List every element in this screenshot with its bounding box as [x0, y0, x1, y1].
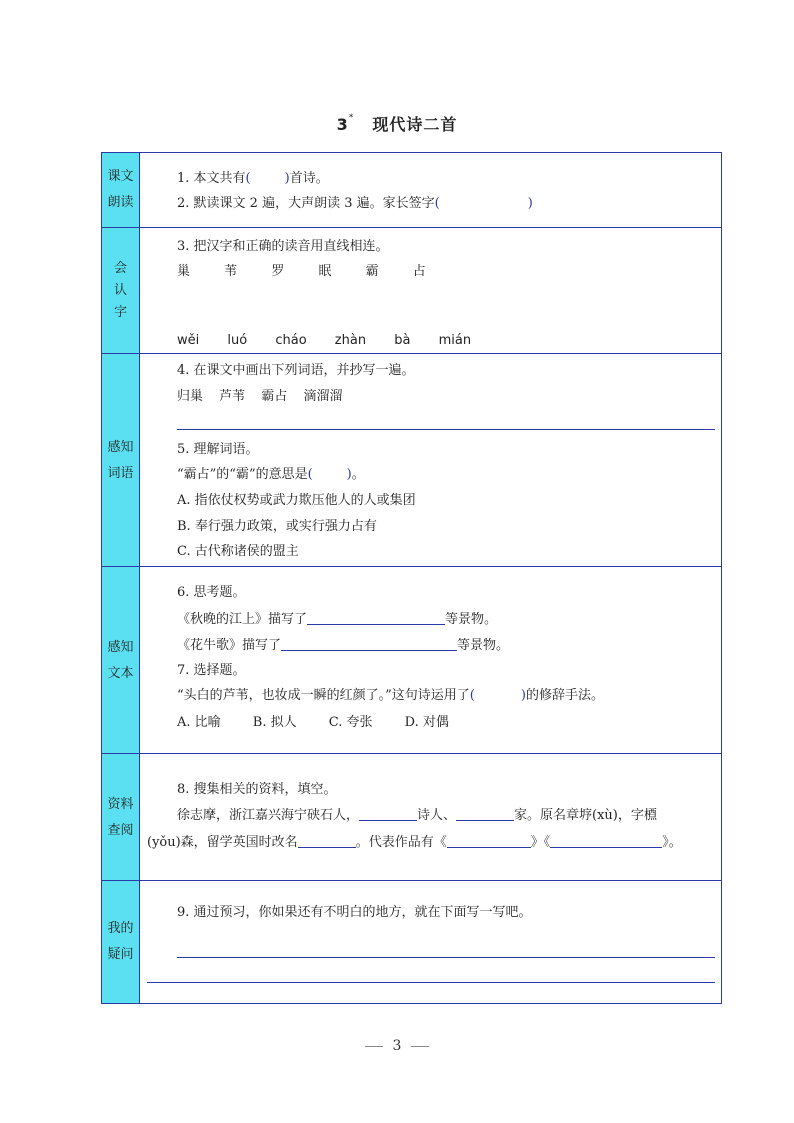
word-item: 归巢 — [177, 389, 204, 404]
section-label-recognize: 会 认 字 — [102, 228, 140, 354]
question-5-prompt: “霸占”的“霸”的意思是( )。 — [177, 467, 365, 482]
question-7-options — [177, 714, 477, 732]
question-2: 2. 默读课文 2 遍，大声朗读 3 遍。家长签字( ) — [177, 196, 533, 211]
section-questions — [102, 880, 721, 1003]
section-recognize — [102, 227, 721, 354]
lesson-number: 3* — [336, 113, 355, 134]
section-reading — [102, 153, 721, 227]
question-7: 7. 选择题。 — [177, 663, 246, 678]
question-9: 9. 通过预习，你如果还有不明白的地方，就在下面写一写吧。 — [177, 905, 532, 920]
pinyin-item: cháo — [275, 333, 307, 348]
page-title — [0, 112, 794, 135]
answer-blank[interactable] — [447, 834, 531, 848]
char-item: 占 — [412, 264, 426, 279]
pinyin-item: mián — [438, 333, 472, 348]
answer-blank[interactable] — [456, 807, 514, 821]
question-writing-line-1[interactable] — [177, 957, 715, 958]
pinyin-item: bà — [394, 333, 411, 348]
page-number: 3 — [0, 1038, 794, 1054]
question-3: 3. 把汉字和正确的读音用直线相连。 — [177, 239, 389, 254]
section-research — [102, 753, 721, 881]
pinyin-item: zhàn — [334, 333, 367, 348]
answer-blank[interactable] — [550, 834, 662, 848]
char-item: 巢 — [177, 264, 191, 279]
question-8-line-1: 徐志摩，浙江嘉兴海宁硖石人， 诗人、 家。原名章垿(xù)，字槱 — [177, 808, 657, 823]
question-6a: 《秋晚的江上》描写了 等景物。 — [177, 612, 498, 627]
section-label-vocabulary: 感知 词语 — [102, 354, 140, 567]
worksheet-table — [101, 152, 722, 1004]
question-1: 1. 本文共有( )首诗。 — [177, 171, 329, 186]
option-item: D. 对偶 — [404, 715, 449, 730]
char-item: 苇 — [224, 264, 238, 279]
char-item: 罗 — [271, 264, 285, 279]
answer-blank[interactable] — [307, 611, 445, 625]
section-label-reading: 课文 朗读 — [102, 153, 140, 227]
option-item: B. 拟人 — [252, 715, 297, 730]
word-item: 滴溜溜 — [303, 389, 343, 404]
section-label-questions: 我的 疑问 — [102, 881, 140, 1003]
pinyin-row — [177, 332, 495, 350]
question-writing-line-2[interactable] — [147, 982, 715, 983]
pinyin-item: wěi — [177, 333, 200, 348]
lesson-title: 现代诗二首 — [372, 115, 458, 134]
question-6b: 《花牛歌》描写了 等景物。 — [177, 638, 510, 653]
question-8: 8. 搜集相关的资料，填空。 — [177, 782, 337, 797]
char-row — [177, 263, 456, 281]
question-4: 4. 在课文中画出下列词语，并抄写一遍。 — [177, 363, 415, 378]
question-6: 6. 思考题。 — [177, 585, 246, 600]
answer-blank[interactable] — [281, 637, 457, 651]
word-item: 霸占 — [261, 389, 288, 404]
option-a: A. 指依仗权势或武力欺压他人的人或集团 — [177, 493, 416, 508]
section-text — [102, 566, 721, 754]
section-label-text: 感知 文本 — [102, 567, 140, 754]
char-item: 眠 — [318, 264, 332, 279]
question-7-prompt: “头白的芦苇，也妆成一瞬的红颜了。”这句诗运用了( )的修辞手法。 — [177, 688, 604, 703]
answer-blank[interactable] — [298, 834, 356, 848]
answer-blank[interactable] — [359, 807, 417, 821]
word-list — [177, 388, 354, 406]
copy-writing-line[interactable] — [177, 429, 715, 430]
option-item: A. 比喻 — [177, 715, 221, 730]
option-b: B. 奉行强力政策，或实行强力占有 — [177, 519, 377, 534]
question-5: 5. 理解词语。 — [177, 442, 259, 457]
pinyin-item: luó — [227, 333, 248, 348]
word-item: 芦苇 — [219, 389, 246, 404]
section-vocabulary — [102, 353, 721, 567]
option-item: C. 夸张 — [328, 715, 373, 730]
section-label-research: 资料 查阅 — [102, 754, 140, 881]
option-c: C. 古代称诸侯的盟主 — [177, 544, 299, 559]
char-item: 霸 — [365, 264, 379, 279]
question-8-line-2: (yǒu)森，留学英国时改名 。代表作品有《 》《 》。 — [147, 835, 682, 850]
